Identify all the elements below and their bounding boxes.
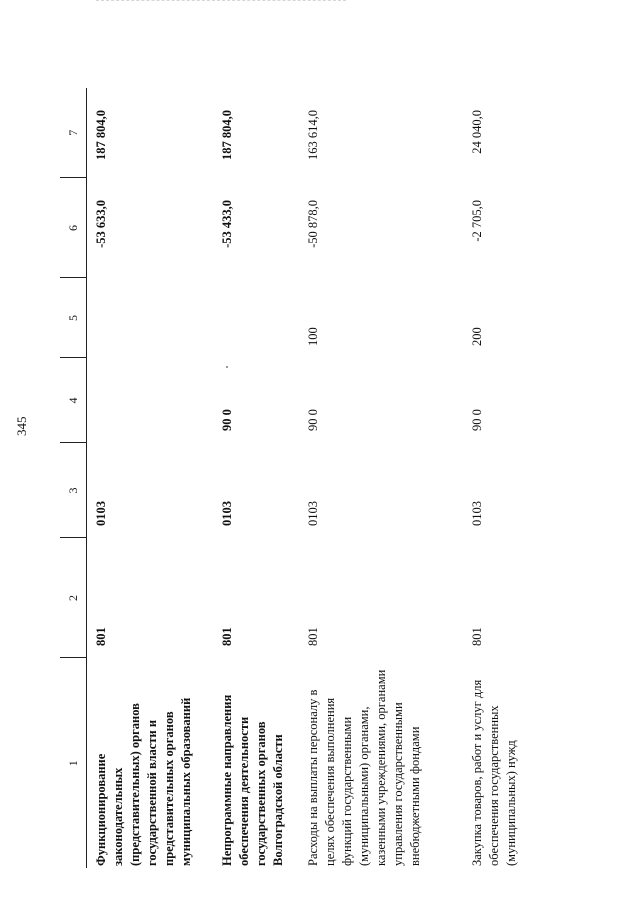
cell-change: -2 705,0	[469, 200, 484, 242]
scan-speck	[226, 366, 228, 368]
cell-ministry: 801	[94, 627, 108, 646]
header-cell: 6	[60, 178, 87, 278]
budget-table	[60, 88, 523, 868]
cell-section: 0103	[305, 501, 320, 526]
cell-ministry: 801	[219, 627, 234, 646]
cell-change: -53 433,0	[219, 200, 234, 248]
row-name: Непрограммные направления обеспечения деятельности государственных органов Волгоградской области	[219, 694, 285, 866]
cell-program: 90 0	[305, 409, 320, 431]
cell-change: -50 878,0	[305, 200, 320, 248]
cell-section: 0103	[469, 501, 484, 526]
header-cell: 7	[60, 88, 87, 178]
cell-change: -53 633,0	[94, 200, 108, 248]
row-name: Закупка товаров, работ и услуг для обеспечения государственных (муниципальных) нужд	[469, 679, 518, 866]
page-number: 345	[14, 416, 29, 436]
cell-program: 90 0	[219, 409, 234, 431]
table-row	[87, 88, 213, 868]
header-cell: 3	[60, 443, 87, 538]
header-cell: 5	[60, 278, 87, 358]
budget-table-rotated	[60, 88, 520, 868]
row-name: Функционирование законодательных (представительных) органов государственной власти и представительных органов муниципальных образований	[94, 697, 193, 866]
cell-expense-type	[213, 278, 299, 358]
header-cell: 4	[60, 358, 87, 443]
cell-program	[87, 358, 213, 443]
cell-total: 163 614,0	[305, 110, 320, 160]
cell-ministry: 801	[305, 627, 320, 646]
cell-total: 24 040,0	[469, 110, 484, 154]
table-row	[213, 88, 299, 868]
cell-section: 0103	[219, 501, 234, 526]
cell-expense-type: 100	[305, 327, 320, 346]
row-name: Расходы на выплаты персоналу в целях обеспечения выполнения функций государственными (муниципальными) органами, казенными учреждениями, органами управления государственными внебюджетными фондами	[305, 669, 422, 866]
cell-program: 90 0	[469, 409, 484, 431]
table-row	[463, 88, 523, 868]
cell-ministry: 801	[469, 627, 484, 646]
table-row	[299, 88, 463, 868]
header-cell: 1	[60, 658, 87, 868]
scan-artifact	[96, 0, 346, 4]
header-cell: 2	[60, 538, 87, 658]
cell-total: 187 804,0	[94, 110, 108, 160]
cell-expense-type: 200	[469, 327, 484, 346]
cell-expense-type	[87, 278, 213, 358]
cell-section: 0103	[94, 501, 108, 526]
header-row	[60, 88, 87, 868]
cell-total: 187 804,0	[219, 110, 234, 160]
